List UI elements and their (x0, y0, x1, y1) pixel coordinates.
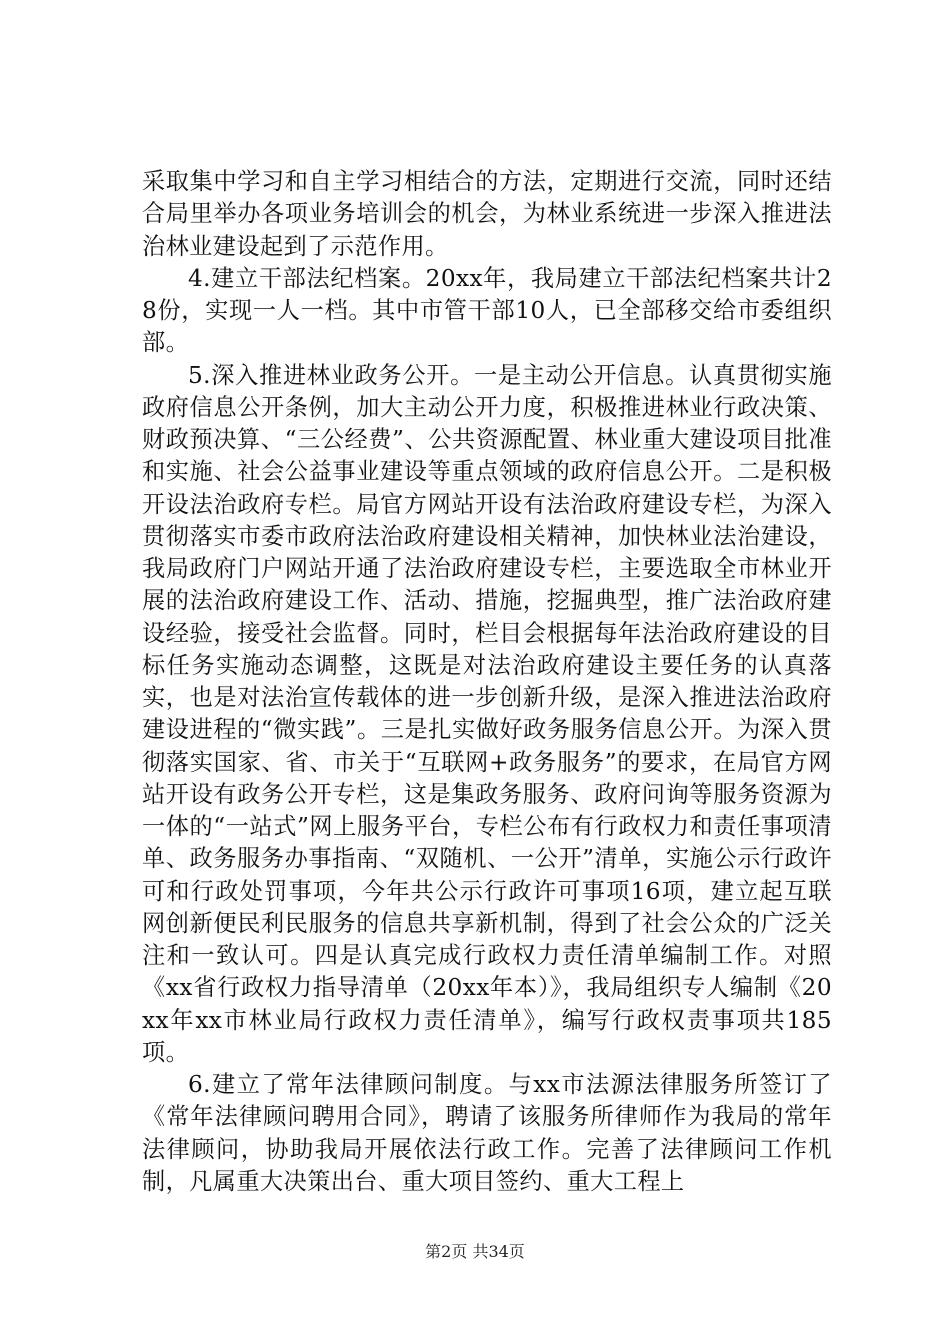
paragraph: 4.建立干部法纪档案。20xx年，我局建立干部法纪档案共计28份，实现一人一档。其中市管干部10人，已全部移交给市委组织部。 (142, 264, 832, 357)
paragraph: 5.深入推进林业政务公开。一是主动公开信息。认真贯彻实施政府信息公开条例，加大主动公开力度，积极推进林业行政决策、财政预决算、“三公经费”、公共资源配置、林业重大建设项目批准和实施、社会公益事业建设等重点领域的政府信息公开。二是积极开设法治政府专栏。局官方网站开设有法治政府建设专栏，为深入贯彻落实市委市政府法治政府建设相关精神，加快林业法治建设，我局政府门户网站开通了法治政府建设专栏，主要选取全市林业开展的法治政府建设工作、活动、措施，挖掘典型，推广法治政府建设经验，接受社会监督。同时，栏目会根据每年法治政府建设的目标任务实施动态调整，这既是对法治政府建设主要任务的认真落实，也是对法治宣传载体的进一步创新升级，是深入推进法治政府建设进程的“微实践”。三是扎实做好政务服务信息公开。为深入贯彻落实国家、省、市关于“互联网+政务服务”的要求，在局官方网站开设有政务公开专栏，这是集政务服务、政府问询等服务资源为一体的“一站式”网上服务平台，专栏公布有行政权力和责任事项清单、政务服务办事指南、“双随机、一公开”清单，实施公示行政许可和行政处罚事项，今年共公示行政许可事项16项，建立起互联网创新便民利民服务的信息共享新机制，得到了社会公众的广泛关注和一致认可。四是认真完成行政权力责任清单编制工作。对照《xx省行政权力指导清单（20xx年本）》，我局组织专人编制《20xx年xx市林业局行政权力责任清单》，编写行政权责事项共185项。 (142, 361, 832, 1066)
paragraph: 6.建立了常年法律顾问制度。与xx市法源法律服务所签订了《常年法律顾问聘用合同》，聘请了该服务所律师作为我局的常年法律顾问，协助我局开展依法行政工作。完善了法律顾问工作机制，凡属重大决策出台、重大项目签约、重大工程上 (142, 1071, 832, 1195)
paragraph: 采取集中学习和自主学习相结合的方法，定期进行交流，同时还结合局里举办各项业务培训会的机会，为林业系统进一步深入推进法治林业建设起到了示范作用。 (142, 168, 832, 260)
document-body (142, 166, 832, 1198)
page-number-footer: 第2页 共34页 (425, 1242, 525, 1261)
